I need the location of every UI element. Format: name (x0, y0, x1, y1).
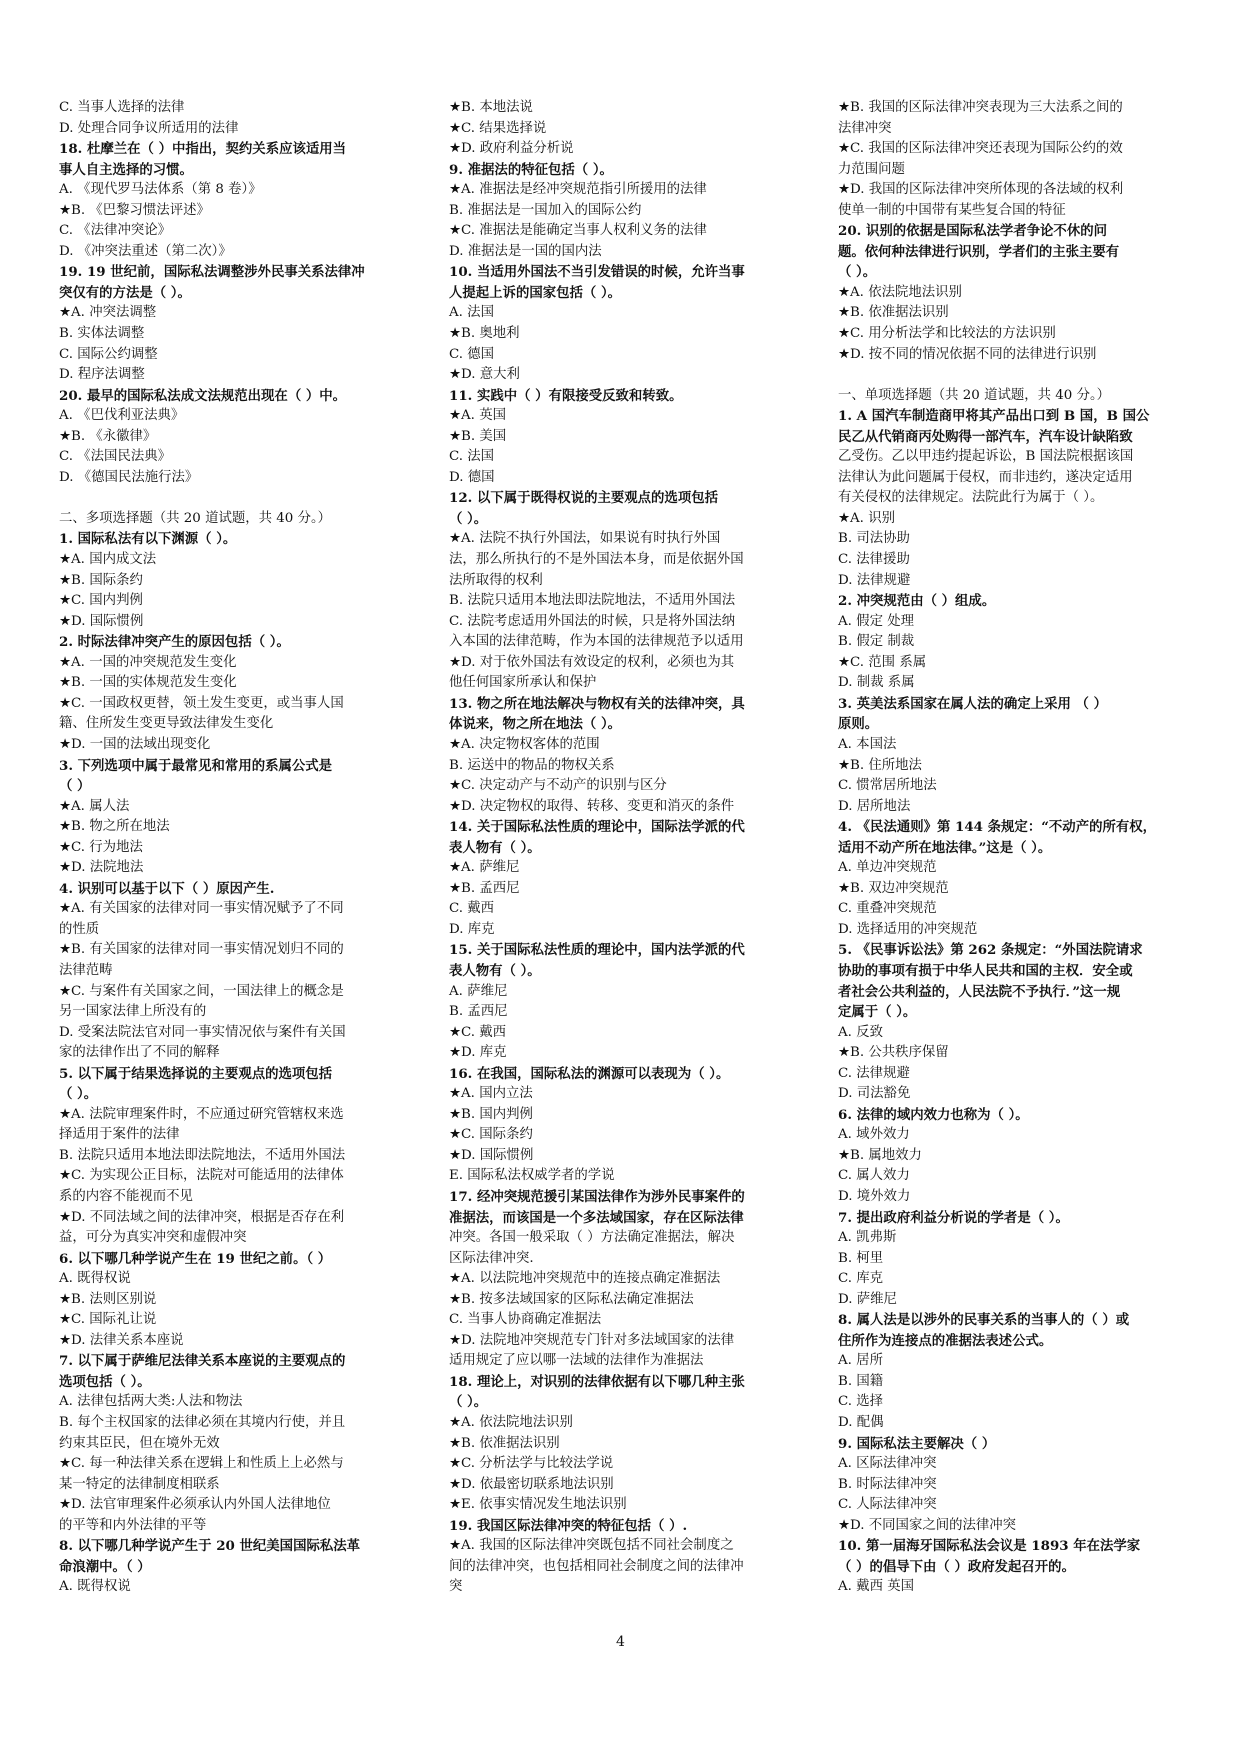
question-line: 6. 以下哪几种学说产生在 19 世纪之前。（ ） (59, 1250, 332, 1267)
answer-option: D. 德国 (449, 469, 495, 485)
answer-option: C. 法律规避 (838, 1065, 910, 1081)
answer-option: A. 既得权说 (59, 1271, 131, 1287)
answer-option: 法律冲突 (838, 120, 892, 136)
question-line: 19. 19 世纪前，国际私法调整涉外民事关系法律冲 (59, 264, 365, 281)
answer-option-marked: ★C. 行为地法 (59, 839, 143, 855)
answer-option-marked: ★B. 《巴黎习惯法评述》 (59, 202, 210, 218)
answer-option: 另一国家法律上所没有的 (59, 1004, 207, 1020)
answer-option: 入本国的法律范畴，作为本国的法律规范予以适用 (449, 634, 744, 650)
answer-option: D. 境外效力 (838, 1188, 911, 1204)
answer-option: C. 库克 (838, 1271, 884, 1287)
question-line: 9. 准据法的特征包括（ ）。 (449, 161, 613, 178)
answer-option: A. 居所 (838, 1353, 883, 1369)
answer-option: D. 《冲突法重述（第二次）》 (59, 243, 232, 259)
question-line: 2. 时际法律冲突产生的原因包括（ ）。 (59, 634, 290, 651)
answer-option: C. 《法律冲突论》 (59, 223, 172, 239)
question-line: 准据法，而该国是一个多法域国家，存在区际法律 (449, 1209, 744, 1226)
answer-option: D. 法律规避 (838, 572, 911, 588)
answer-option: B. 国籍 (838, 1373, 884, 1389)
answer-option-marked: ★C. 范围 系属 (838, 654, 927, 670)
answer-option-marked: ★B. 本地法说 (449, 100, 533, 115)
answer-option: D. 准据法是一国的国内法 (449, 243, 602, 259)
answer-option-marked: ★A. 国内立法 (449, 1086, 533, 1102)
answer-option: A. 法律包括两大类:人法和物法 (59, 1394, 243, 1410)
answer-option: A. 既得权说 (59, 1579, 131, 1595)
answer-option: D. 程序法调整 (59, 367, 145, 383)
answer-option: 法，那么所执行的不是外国法本身，而是依据外国 (449, 552, 744, 568)
answer-option-marked: ★B. 我国的区际法律冲突表现为三大法系之间的 (838, 100, 1123, 115)
question-line: 7. 以下属于萨维尼法律关系本座说的主要观点的 (59, 1353, 346, 1370)
question-line: 选项包括（ ）。 (59, 1373, 151, 1390)
question-line: 者社会公共利益的，人民法院不予执行．”这一规 (838, 983, 1121, 1000)
answer-option-marked: ★A. 一国的冲突规范发生变化 (59, 654, 237, 670)
answer-option-marked: ★B. 国际条约 (59, 572, 143, 588)
question-line: （ ）。 (449, 510, 488, 527)
answer-option-marked: ★B. 依准据法识别 (838, 305, 949, 321)
section-heading: 二、多项选择题（共 20 道试题，共 40 分。） (59, 510, 332, 526)
answer-option: C. 人际法律冲突 (838, 1497, 937, 1513)
answer-option-marked: ★B. 物之所在地法 (59, 819, 170, 835)
column-middle (449, 98, 801, 1598)
answer-option: C. 选择 (838, 1394, 884, 1410)
answer-option: 他任何国家所承认和保护 (449, 675, 597, 691)
answer-option: 冲突。各国一般采取（ ）方法确定准据法，解决 (449, 1230, 735, 1246)
answer-option: B. 实体法调整 (59, 326, 145, 342)
question-line: 5. 以下属于结果选择说的主要观点的选项包括 (59, 1065, 333, 1082)
answer-option: A. 戴西 英国 (838, 1579, 915, 1595)
answer-option-marked: ★D. 国际惯例 (59, 613, 144, 629)
answer-option: 间的法律冲突，也包括相同社会制度之间的法律冲 (449, 1558, 744, 1574)
answer-option: C. 德国 (449, 346, 495, 362)
answer-option: A. 《巴伐利亚法典》 (59, 408, 185, 424)
question-line: 11. 实践中（ ）有限接受反致和转致。 (449, 387, 683, 404)
question-line: 题。依何种法律进行识别，学者们的主张主要有 (838, 243, 1120, 260)
answer-option: D. 库克 (449, 921, 495, 937)
question-line: 定属于（ ）。 (838, 1004, 917, 1021)
answer-option: A. 凯弗斯 (838, 1230, 897, 1246)
question-line: 事人自主选择的习惯。 (59, 161, 193, 178)
question-line: 2. 冲突规范由（ ）组成。 (838, 593, 996, 610)
blank-line (59, 488, 409, 509)
answer-option-marked: ★A. 萨维尼 (449, 860, 520, 876)
question-line: 表人物有（ ）。 (449, 839, 541, 856)
section-heading: 一、单项选择题（共 20 道试题，共 40 分。） (838, 387, 1111, 403)
answer-option: B. 法院只适用本地法即法院地法，不适用外国法 (449, 593, 736, 609)
answer-option-marked: ★A. 依法院地法识别 (449, 1415, 573, 1430)
blank-line (838, 365, 1190, 386)
answer-option: D. 受案法院法官对同一事实情况依与案件有关国 (59, 1024, 346, 1040)
answer-option: C. 惯常居所地法 (838, 778, 937, 794)
question-line: 16. 在我国，国际私法的渊源可以表现为（ ）。 (449, 1065, 730, 1082)
answer-option-marked: ★B. 住所地法 (838, 757, 922, 773)
answer-option-marked: ★B. 依准据法识别 (449, 1435, 560, 1451)
answer-option-marked: ★D. 法院地冲突规范专门针对多法域国家的法律 (449, 1332, 735, 1348)
answer-option-marked: ★C. 为实现公正目标，法院对可能适用的法律体 (59, 1168, 344, 1184)
answer-option-marked: ★A. 冲突法调整 (59, 305, 157, 321)
answer-option-marked: ★D. 国际惯例 (449, 1147, 534, 1163)
answer-option: 法律认为此问题属于侵权，而非违约，遂决定适用 (838, 469, 1133, 485)
answer-option-marked: ★C. 结果选择说 (449, 120, 547, 136)
answer-option: A. 单边冲突规范 (838, 860, 937, 876)
answer-option: D. 居所地法 (838, 798, 911, 814)
answer-option: 系的内容不能视而不见 (59, 1188, 193, 1204)
answer-option: 约束其臣民，但在境外无效 (59, 1435, 220, 1451)
answer-option-marked: ★D. 按不同的情况依据不同的法律进行识别 (838, 346, 1097, 362)
answer-option-marked: ★C. 国际礼让说 (59, 1312, 157, 1328)
answer-option: D. 萨维尼 (838, 1291, 897, 1307)
answer-option-marked: ★A. 法院审理案件时，不应通过研究管辖权来选 (59, 1106, 344, 1122)
answer-option: D. 处理合同争议所适用的法律 (59, 120, 239, 136)
column-left (59, 98, 409, 1598)
answer-option: B. 时际法律冲突 (838, 1476, 937, 1492)
answer-option: C. 国际公约调整 (59, 346, 158, 362)
answer-option: D. 选择适用的冲突规范 (838, 921, 978, 937)
answer-option: 法所取得的权利 (449, 572, 543, 588)
answer-option-marked: ★A. 英国 (449, 408, 506, 424)
question-line: 协助的事项有损于中华人民共和国的主权．安全或 (838, 962, 1133, 979)
question-line: 8. 属人法是以涉外的民事关系的当事人的（ ）或 (838, 1312, 1130, 1329)
answer-option-marked: ★C. 国际条约 (449, 1127, 533, 1143)
answer-option-marked: ★A. 有关国家的法律对同一事实情况赋予了不同 (59, 901, 344, 917)
answer-option-marked: ★B. 一国的实体规范发生变化 (59, 675, 237, 691)
answer-option: B. 准据法是一国加入的国际公约 (449, 202, 642, 218)
answer-option: C. 当事人协商确定准据法 (449, 1312, 602, 1328)
answer-option-marked: ★C. 每一种法律关系在逻辑上和性质上上必然与 (59, 1456, 344, 1472)
question-line: 6. 法律的域内效力也称为（ ）。 (838, 1106, 1029, 1123)
answer-option: 突 (449, 1579, 463, 1595)
answer-option-marked: ★A. 国内成文法 (59, 552, 157, 568)
answer-option-marked: ★B. 按多法域国家的区际私法确定准据法 (449, 1291, 694, 1307)
question-line: （ ）的倡导下由（ ）政府发起召开的。 (838, 1558, 1075, 1575)
answer-option: B. 法院只适用本地法即法院地法，不适用外国法 (59, 1147, 346, 1163)
answer-option-marked: ★A. 依法院地法识别 (838, 284, 962, 300)
answer-option-marked: ★D. 我国的区际法律冲突所体现的各法域的权利 (838, 182, 1124, 198)
answer-option-marked: ★B. 双边冲突规范 (838, 880, 949, 896)
answer-option-marked: ★D. 库克 (449, 1045, 507, 1061)
answer-option-marked: ★B. 国内判例 (449, 1106, 533, 1122)
question-line: 命浪潮中。（ ） (59, 1558, 151, 1575)
question-line: 12. 以下属于既得权说的主要观点的选项包括 (449, 490, 718, 507)
answer-option: C. 《法国民法典》 (59, 449, 172, 465)
answer-option: 适用规定了应以哪一法域的法律作为准据法 (449, 1353, 704, 1369)
question-line: 18. 杜摩兰在（ ）中指出，契约关系应该适用当 (59, 141, 347, 158)
question-line: 原则。 (838, 716, 879, 733)
page-number: 4 (616, 1634, 625, 1650)
answer-option: 某一特定的法律制度相联系 (59, 1476, 220, 1492)
question-line: 9. 国际私法主要解决（ ） (838, 1435, 996, 1452)
answer-option: D. 制裁 系属 (838, 675, 915, 691)
question-line: 1. 国际私法有以下渊源（ ）。 (59, 531, 237, 548)
answer-option: A. 法国 (449, 305, 494, 321)
answer-option: A. 区际法律冲突 (838, 1456, 937, 1472)
question-line: 5. 《民事诉讼法》第 262 条规定：“外国法院请求 (838, 942, 1143, 959)
answer-option-marked: ★B. 奥地利 (449, 326, 520, 342)
question-line: 18. 理论上，对识别的法律依据有以下哪几种主张 (449, 1373, 745, 1390)
answer-option: A. 反致 (838, 1024, 883, 1040)
answer-option-marked: ★A. 我国的区际法律冲突既包括不同社会制度之 (449, 1538, 734, 1554)
answer-option: C. 戴西 (449, 901, 495, 917)
question-line: 4. 识别可以基于以下（ ）原因产生. (59, 880, 275, 897)
answer-option: B. 每个主权国家的法律必须在其境内行使，并且 (59, 1415, 346, 1430)
answer-option-marked: ★B. 有关国家的法律对同一事实情况划归不同的 (59, 942, 344, 958)
answer-option: A. 假定 处理 (838, 613, 915, 629)
question-line: 19. 我国区际法律冲突的特征包括（ ）. (449, 1517, 688, 1534)
answer-option-marked: ★B. 美国 (449, 428, 507, 444)
answer-option-marked: ★A. 识别 (838, 510, 895, 526)
answer-option-marked: ★E. 依事实情况发生地法识别 (449, 1497, 627, 1513)
question-line: 突仅有的方法是（ ）。 (59, 284, 191, 301)
answer-option: D. 配偶 (838, 1415, 884, 1430)
answer-option-marked: ★D. 不同国家之间的法律冲突 (838, 1517, 1017, 1533)
answer-option: 有关侵权的法律规定。法院此行为属于（ ）。 (838, 490, 1104, 506)
column-right (838, 98, 1190, 1598)
answer-option: A. 本国法 (838, 736, 897, 752)
answer-option: 的平等和内外法律的平等 (59, 1517, 207, 1533)
answer-option-marked: ★C. 决定动产与不动产的识别与区分 (449, 778, 667, 794)
answer-option: 法律范畴 (59, 962, 113, 978)
question-line: 民乙从代销商丙处购得一部汽车，汽车设计缺陷致 (838, 428, 1133, 445)
answer-option-marked: ★D. 意大利 (449, 367, 520, 383)
answer-option-marked: ★D. 一国的法域出现变化 (59, 736, 211, 752)
answer-option: 使单一制的中国带有某些复合国的特征 (838, 202, 1066, 218)
answer-option-marked: ★B. 孟西尼 (449, 880, 520, 896)
answer-option: 乙受伤。乙以甲违约提起诉讼，B 国法院根据该国 (838, 449, 1134, 465)
question-line: （ ）。 (449, 1394, 488, 1411)
answer-option-marked: ★D. 法律关系本座说 (59, 1332, 184, 1348)
answer-option: 区际法律冲突. (449, 1250, 534, 1266)
answer-option-marked: ★A. 决定物权客体的范围 (449, 736, 600, 752)
question-line: 3. 下列选项中属于最常见和常用的系属公式是 (59, 757, 333, 774)
answer-option-marked: ★D. 决定物权的取得、转移、变更和消灭的条件 (449, 798, 735, 814)
answer-option: A. 《现代罗马法体系（第 8 卷）》 (59, 182, 262, 198)
answer-option: C. 法律援助 (838, 552, 910, 568)
answer-option-marked: ★A. 属人法 (59, 798, 130, 814)
answer-option: C. 重叠冲突规范 (838, 901, 937, 917)
question-line: 10. 第一届海牙国际私法会议是 1893 年在法学家 (838, 1538, 1141, 1555)
answer-option: C. 法国 (449, 449, 495, 465)
question-line: 8. 以下哪几种学说产生于 20 世纪美国国际私法革 (59, 1538, 361, 1555)
answer-option-marked: ★B. 属地效力 (838, 1147, 922, 1163)
answer-option: B. 司法协助 (838, 531, 910, 547)
answer-option: B. 孟西尼 (449, 1004, 508, 1020)
question-line: 4. 《民法通则》第 144 条规定：“不动产的所有权， (838, 819, 1157, 836)
answer-option-marked: ★B. 法则区别说 (59, 1291, 157, 1307)
question-line: （ ）。 (838, 264, 877, 281)
question-line: 适用不动产所在地法律。”这是（ ）。 (838, 839, 1052, 856)
answer-option-marked: ★D. 对于依外国法有效设定的权利，必须也为其 (449, 654, 735, 670)
answer-option-marked: ★C. 我国的区际法律冲突还表现为国际公约的效 (838, 141, 1123, 157)
answer-option: 的性质 (59, 921, 100, 937)
answer-option: C. 属人效力 (838, 1168, 910, 1184)
answer-option: E. 国际私法权威学者的学说 (449, 1168, 615, 1184)
question-line: （ ） (59, 778, 91, 795)
answer-option: D. 司法豁免 (838, 1086, 911, 1102)
question-line: 体说来，物之所在地法（ ）。 (449, 716, 622, 733)
question-line: 表人物有（ ）。 (449, 962, 541, 979)
answer-option-marked: ★C. 戴西 (449, 1024, 507, 1040)
answer-option-marked: ★C. 国内判例 (59, 593, 143, 609)
answer-option-marked: ★B. 公共秩序保留 (838, 1045, 949, 1061)
answer-option: 力范围问题 (838, 161, 905, 177)
question-line: 3. 英美法系国家在属人法的确定上采用 （ ） (838, 695, 1107, 712)
question-line: 17. 经冲突规范援引某国法律作为涉外民事案件的 (449, 1188, 745, 1205)
answer-option: 择适用于案件的法律 (59, 1127, 180, 1143)
answer-option-marked: ★C. 准据法是能确定当事人权利义务的法律 (449, 223, 707, 239)
answer-option: A. 萨维尼 (449, 983, 508, 999)
answer-option-marked: ★D. 不同法域之间的法律冲突，根据是否存在利 (59, 1209, 345, 1225)
question-line: 14. 关于国际私法性质的理论中，国际法学派的代 (449, 819, 745, 836)
answer-option-marked: ★C. 与案件有关国家之间，一国法律上的概念是 (59, 983, 344, 999)
answer-option: 益，可分为真实冲突和虚假冲突 (59, 1230, 247, 1246)
answer-option-marked: ★C. 一国政权更替，领土发生变更，或当事人国 (59, 695, 344, 711)
answer-option: C. 法院考虑适用外国法的时候，只是将外国法纳 (449, 613, 736, 629)
question-line: 20. 最早的国际私法成文法规范出现在（ ）中。 (59, 387, 347, 404)
answer-option-marked: ★C. 分析法学与比较法学说 (449, 1456, 614, 1472)
question-line: 人提起上诉的国家包括（ ）。 (449, 284, 622, 301)
question-line: 10. 当适用外国法不当引发错误的时候，允许当事 (449, 264, 745, 281)
answer-option: B. 运送中的物品的物权关系 (449, 757, 615, 773)
answer-option: 家的法律作出了不同的解释 (59, 1045, 220, 1061)
answer-option-marked: ★D. 法院地法 (59, 860, 144, 876)
question-line: 20. 识别的依据是国际私法学者争论不休的问 (838, 223, 1107, 240)
question-line: （ ）。 (59, 1086, 98, 1103)
question-line: 15. 关于国际私法性质的理论中，国内法学派的代 (449, 942, 745, 959)
question-line: 住所作为连接点的准据法表述公式。 (838, 1332, 1053, 1349)
answer-option-marked: ★B. 《永徽律》 (59, 428, 157, 444)
answer-option-marked: ★A. 准据法是经冲突规范指引所援用的法律 (449, 182, 707, 198)
answer-option: B. 假定 制裁 (838, 634, 915, 650)
answer-option-marked: ★D. 法官审理案件必须承认内外国人法律地位 (59, 1497, 331, 1513)
answer-option: 籍、住所发生变更导致法律发生变化 (59, 716, 274, 732)
answer-option-marked: ★C. 用分析法学和比较法的方法识别 (838, 326, 1056, 342)
answer-option: A. 域外效力 (838, 1127, 910, 1143)
answer-option-marked: ★A. 以法院地冲突规范中的连接点确定准据法 (449, 1271, 721, 1287)
question-line: 13. 物之所在地法解决与物权有关的法律冲突，具 (449, 695, 745, 712)
answer-option-marked: ★D. 依最密切联系地法识别 (449, 1476, 614, 1492)
answer-option: C. 当事人选择的法律 (59, 100, 185, 115)
answer-option: B. 柯里 (838, 1250, 884, 1266)
answer-option-marked: ★D. 政府利益分析说 (449, 141, 574, 157)
answer-option: D. 《德国民法施行法》 (59, 469, 199, 485)
question-line: 1. A 国汽车制造商甲将其产品出口到 B 国，B 国公 (838, 408, 1150, 425)
answer-option-marked: ★A. 法院不执行外国法，如果说有时执行外国 (449, 531, 721, 547)
question-line: 7. 提出政府利益分析说的学者是（ ）。 (838, 1209, 1069, 1226)
